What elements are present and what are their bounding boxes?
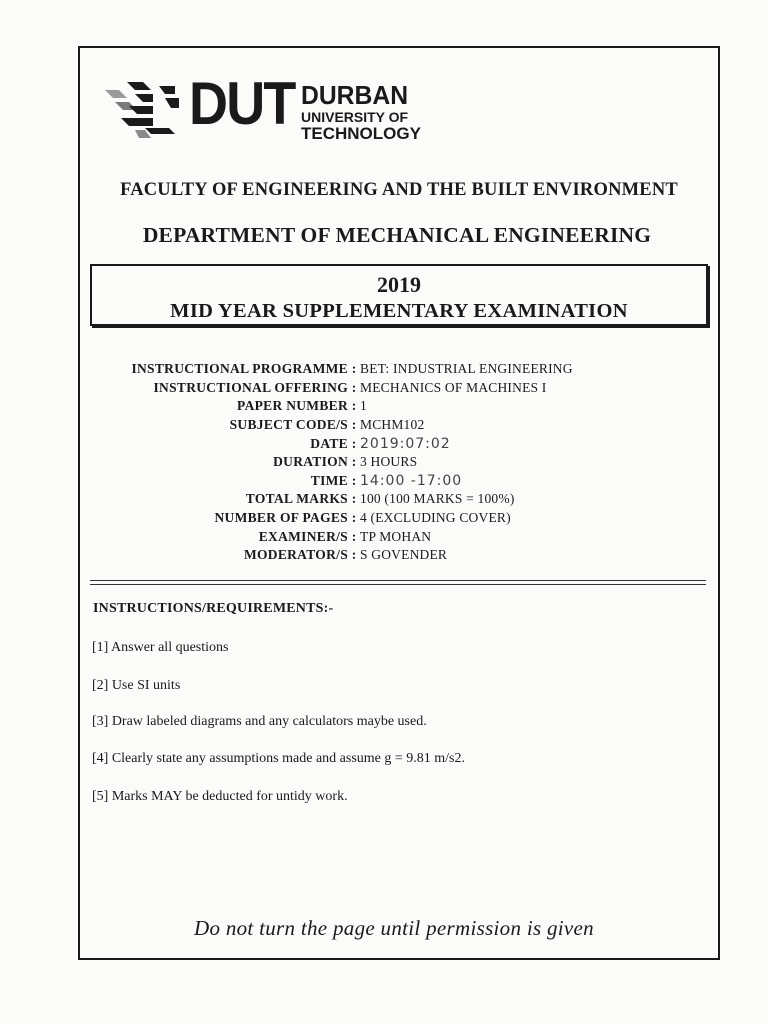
detail-value: 100 (100 MARKS = 100%) [360, 491, 515, 507]
detail-value: 4 (EXCLUDING COVER) [360, 510, 511, 526]
footer-notice: Do not turn the page until permission is given [194, 916, 594, 940]
detail-row: MODERATOR/S : S GOVENDER [96, 546, 696, 565]
detail-row: PAPER NUMBER : 1 [96, 397, 696, 416]
instruction-item: [3] Draw labeled diagrams and any calculators maybe used. [92, 714, 427, 729]
detail-label: DATE [310, 435, 348, 451]
instruction-item: [4] Clearly state any assumptions made and assume g = 9.81 m/s2. [92, 751, 465, 766]
detail-value-handwritten: 2019:07:02 [360, 435, 451, 452]
faculty-heading: FACULTY OF ENGINEERING AND THE BUILT ENVIRONMENT [120, 180, 678, 200]
detail-row: NUMBER OF PAGES : 4 (EXCLUDING COVER) [96, 509, 696, 528]
logo-abbreviation: DUT [189, 70, 295, 137]
detail-value: S GOVENDER [360, 547, 448, 563]
section-divider [90, 580, 706, 581]
detail-label: PAPER NUMBER [237, 398, 348, 414]
detail-label: TIME [310, 472, 348, 488]
exam-details-table [96, 360, 696, 565]
detail-row: EXAMINER/S : TP MOHAN [96, 527, 696, 546]
detail-label: TOTAL MARKS [245, 491, 348, 507]
instruction-item: [2] Use SI units [92, 678, 181, 693]
exam-year: 2019 [377, 272, 421, 297]
detail-row: TOTAL MARKS : 100 (100 MARKS = 100%) [96, 490, 696, 509]
section-divider [90, 584, 706, 585]
instruction-item: [5] Marks MAY be deducted for untidy work. [92, 789, 348, 804]
detail-row: INSTRUCTIONAL PROGRAMME : BET: INDUSTRIAL ENGINEERING [96, 360, 696, 379]
logo-name-line3: TECHNOLOGY [301, 124, 421, 143]
detail-row: DURATION : 3 HOURS [96, 453, 696, 472]
detail-label: EXAMINER/S [258, 528, 348, 544]
detail-label: MODERATOR/S [243, 547, 348, 563]
logo-university-name [301, 82, 421, 142]
detail-label: SUBJECT CODE/S [229, 417, 348, 433]
instruction-item: [1] Answer all questions [92, 640, 229, 655]
detail-label: INSTRUCTIONAL OFFERING [153, 379, 348, 395]
detail-value: BET: INDUSTRIAL ENGINEERING [360, 361, 573, 377]
detail-value: TP MOHAN [360, 528, 432, 544]
detail-value: MCHM102 [360, 417, 425, 433]
detail-row: INSTRUCTIONAL OFFERING : MECHANICS OF MACHINES I [96, 379, 696, 398]
exam-title: MID YEAR SUPPLEMENTARY EXAMINATION [170, 300, 628, 322]
detail-value: MECHANICS OF MACHINES I [360, 379, 547, 395]
detail-row: DATE : 2019:07:02 [96, 434, 696, 453]
dut-logo [105, 70, 425, 143]
detail-row: TIME : 14:00 -17:00 [96, 472, 696, 491]
detail-label: INSTRUCTIONAL PROGRAMME [131, 361, 348, 377]
detail-label: NUMBER OF PAGES [214, 510, 348, 526]
logo-name-line2: UNIVERSITY OF [301, 109, 409, 125]
logo-name-line1: DURBAN [301, 80, 409, 110]
detail-label: DURATION [273, 454, 348, 470]
detail-row: SUBJECT CODE/S : MCHM102 [96, 416, 696, 435]
detail-value: 1 [360, 398, 367, 414]
dut-logo-mark-icon [105, 82, 181, 140]
detail-value-handwritten: 14:00 -17:00 [360, 472, 463, 489]
instructions-heading: INSTRUCTIONS/REQUIREMENTS:- [93, 601, 334, 616]
department-heading: DEPARTMENT OF MECHANICAL ENGINEERING [142, 223, 652, 247]
detail-value: 3 HOURS [360, 454, 418, 470]
exam-title-box [90, 264, 708, 326]
